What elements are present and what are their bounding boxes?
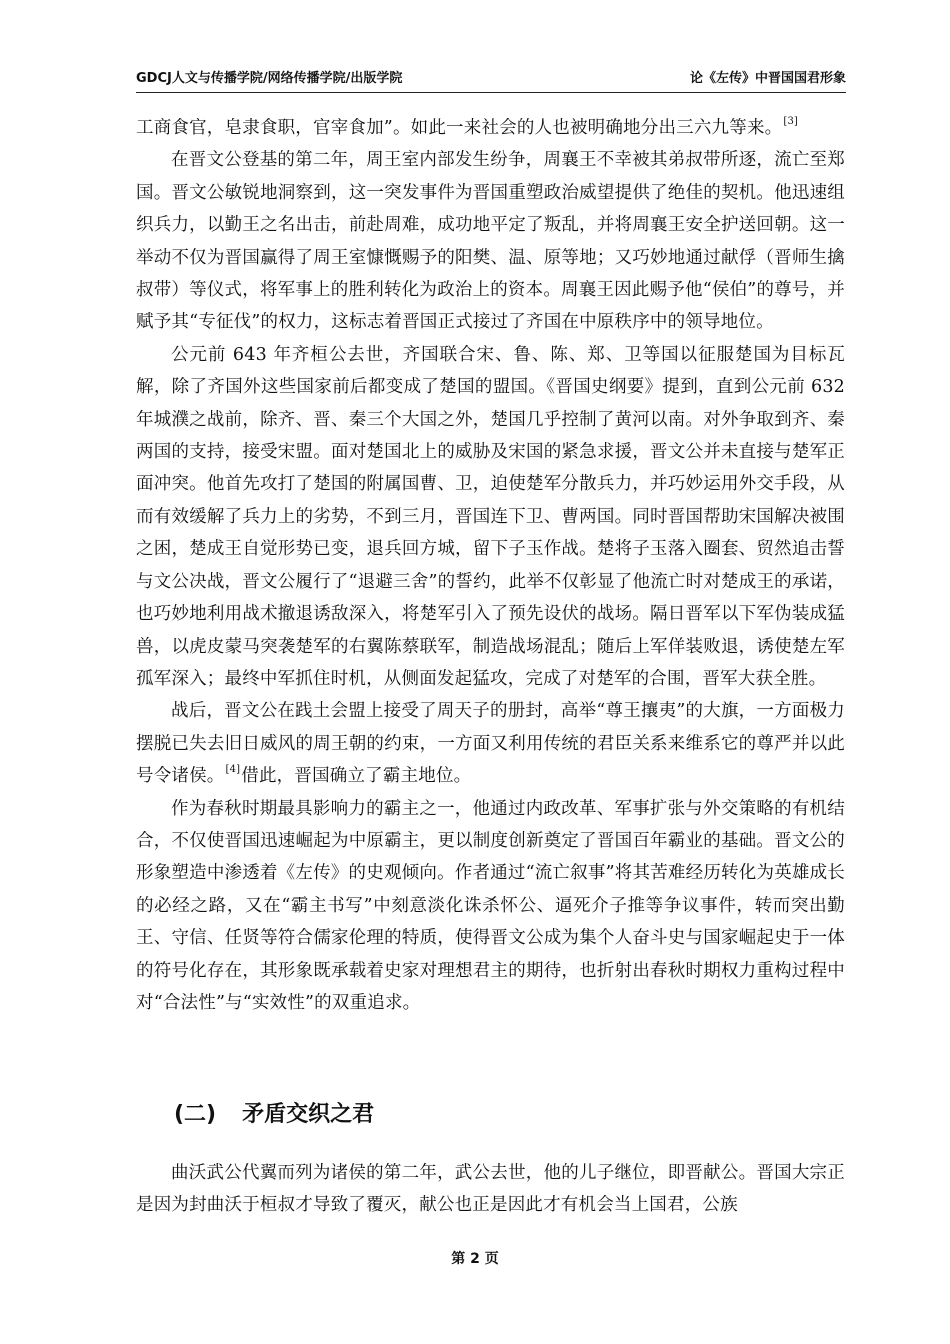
paragraph-1: 工商食官，皂隶食职，官宰食加”。如此一来社会的人也被明确地分出三六九等来。[3]: [136, 116, 799, 138]
paragraph-4: 战后，晋文公在践土会盟上接受了周天子的册封，高举“尊王攘夷”的大旗，一方面极力摆脱已失去旧日威风的周王朝的约束，一方面又利用传统的君臣关系来维系它的尊严并以此号令诸侯。[4]借此，晋国确立了霸主地位。: [136, 701, 845, 787]
section-heading: [174, 1097, 374, 1128]
page-header: [136, 62, 846, 93]
paragraph-2: 在晋文公登基的第二年，周王室内部发生纷争，周襄王不幸被其弟叔带所逐，流亡至郑国。晋文公敏锐地洞察到，这一突发事件为晋国重塑政治威望提供了绝佳的契机。他迅速组织兵力，以勤王之名出击，前赴周难，成功地平定了叛乱，并将周襄王安全护送回朝。这一举动不仅为晋国赢得了周王室慷慨赐予的阳樊、温、原等地；又巧妙地通过献俘（晋师生擒叔带）等仪式，将军事上的胜利转化为政治上的资本。周襄王因此赐予他“侯伯”的尊号，并赋予其“专征伐”的权力，这标志着晋国正式接过了齐国在中原秩序中的领导地位。: [136, 150, 845, 333]
paragraph-3: 公元前 643 年齐桓公去世，齐国联合宋、鲁、陈、郑、卫等国以征服楚国为目标瓦解，除了齐国外这些国家前后都变成了楚国的盟国。《晋国史纲要》提到，直到公元前 632 年城濮之战前，除齐、晋、秦三个大国之外，楚国几乎控制了黄河以南。对外争取到齐、秦两国的支持，接受宋盟。面对楚国北上的威胁及宋国的紧急求援，晋文公并未直接与楚军正面冲突。他首先攻打了楚国的附属国曹、卫，迫使楚军分散兵力，并巧妙运用外交手段，从而有效缓解了兵力上的劣势，不到三月，晋国连下卫、曹两国。同时晋国帮助宋国解决被围之困，楚成王自觉形势已变，退兵回方城，留下子玉作战。楚将子玉落入圈套、贸然追击誓与文公决战，晋文公履行了“退避三舍”的誓约，此举不仅彰显了他流亡时对楚成王的承诺，也巧妙地利用战术撤退诱敌深入，将楚军引入了预先设伏的战场。隔日晋军以下军伪装成猛兽，以虎皮蒙马突袭楚军的右翼陈蔡联军，制造战场混乱；随后上军佯装败退，诱使楚左军孤军深入；最终中军抓住时机，从侧面发起猛攻，完成了对楚军的合围，晋军大获全胜。: [136, 344, 845, 689]
section-title: 矛盾交织之君: [242, 1102, 375, 1127]
paragraph-5: 作为春秋时期最具影响力的霸主之一，他通过内政改革、军事扩张与外交策略的有机结合，不仅使晋国迅速崛起为中原霸主，更以制度创新奠定了晋国百年霸业的基础。晋文公的形象塑造中渗透着《左传》的史观倾向。作者通过“流亡叙事”将其苦难经历转化为英雄成长的必经之路，又在“霸主书写”中刻意淡化诛杀怀公、逼死介子推等争议事件，转而突出勤王、守信、任贤等符合儒家伦理的特质，使得晋文公成为集个人奋斗史与国家崛起史于一体的符号化存在，其形象既承载着史家对理想君主的期待，也折射出春秋时期权力重构过程中对“合法性”与“实效性”的双重追求。: [136, 798, 845, 1013]
body-text: [136, 112, 845, 1019]
header-left: GDCJ人文与传播学院/网络传播学院/出版学院: [136, 71, 403, 86]
section-number: (二): [174, 1102, 217, 1127]
body-text-2: [136, 1157, 845, 1222]
citation-4: [4]: [225, 764, 241, 776]
citation-3: [3]: [783, 116, 799, 127]
page-number: 第 2 页: [451, 1251, 499, 1267]
paragraph-6: 曲沃武公代翼而列为诸侯的第二年，武公去世，他的儿子继位，即晋献公。晋国大宗正是因为封曲沃于桓叔才导致了覆灭，献公也正是因此才有机会当上国君，公族: [136, 1163, 845, 1216]
header-right: 论《左传》中晋国国君形象: [689, 71, 846, 86]
